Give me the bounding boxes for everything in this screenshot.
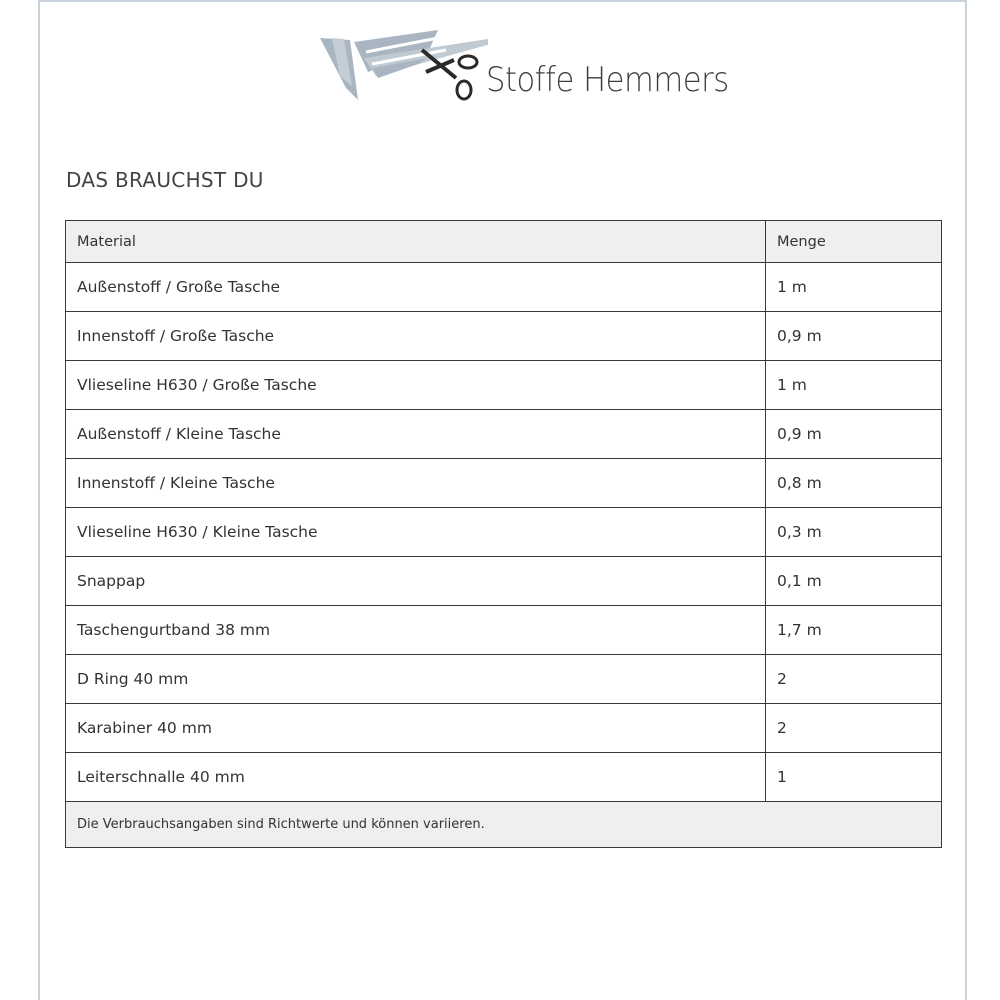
table-header-row	[66, 221, 942, 263]
quantity-cell: 1,7 m	[766, 606, 942, 655]
table-footer-row	[66, 802, 942, 848]
table-row	[66, 557, 942, 606]
section-heading: DAS BRAUCHST DU	[66, 168, 264, 192]
brand-name: Stoffe Hemmers	[486, 60, 729, 100]
material-cell: Snappap	[66, 557, 766, 606]
quantity-cell: 2	[766, 704, 942, 753]
quantity-cell: 1 m	[766, 361, 942, 410]
column-header-material: Material	[66, 221, 766, 263]
material-cell: Innenstoff / Große Tasche	[66, 312, 766, 361]
material-cell: Außenstoff / Große Tasche	[66, 263, 766, 312]
table-row	[66, 263, 942, 312]
table-row	[66, 410, 942, 459]
table-row	[66, 704, 942, 753]
material-cell: Taschengurtband 38 mm	[66, 606, 766, 655]
quantity-cell: 1	[766, 753, 942, 802]
quantity-cell: 2	[766, 655, 942, 704]
table-row	[66, 312, 942, 361]
table-row	[66, 459, 942, 508]
brand-logo[interactable]	[318, 28, 729, 108]
quantity-cell: 0,8 m	[766, 459, 942, 508]
table-row	[66, 606, 942, 655]
table-row	[66, 655, 942, 704]
table-footnote: Die Verbrauchsangaben sind Richtwerte und können variieren.	[66, 802, 942, 848]
material-cell: Karabiner 40 mm	[66, 704, 766, 753]
table-row	[66, 361, 942, 410]
materials-table	[65, 220, 942, 848]
table-row	[66, 508, 942, 557]
material-cell: Leiterschnalle 40 mm	[66, 753, 766, 802]
quantity-cell: 1 m	[766, 263, 942, 312]
quantity-cell: 0,1 m	[766, 557, 942, 606]
quantity-cell: 0,3 m	[766, 508, 942, 557]
quantity-cell: 0,9 m	[766, 410, 942, 459]
fabric-scissors-logo-icon	[318, 28, 488, 108]
material-cell: Außenstoff / Kleine Tasche	[66, 410, 766, 459]
column-header-quantity: Menge	[766, 221, 942, 263]
document-page	[38, 0, 967, 1000]
material-cell: Vlieseline H630 / Kleine Tasche	[66, 508, 766, 557]
material-cell: Innenstoff / Kleine Tasche	[66, 459, 766, 508]
material-cell: Vlieseline H630 / Große Tasche	[66, 361, 766, 410]
table-row	[66, 753, 942, 802]
material-cell: D Ring 40 mm	[66, 655, 766, 704]
quantity-cell: 0,9 m	[766, 312, 942, 361]
